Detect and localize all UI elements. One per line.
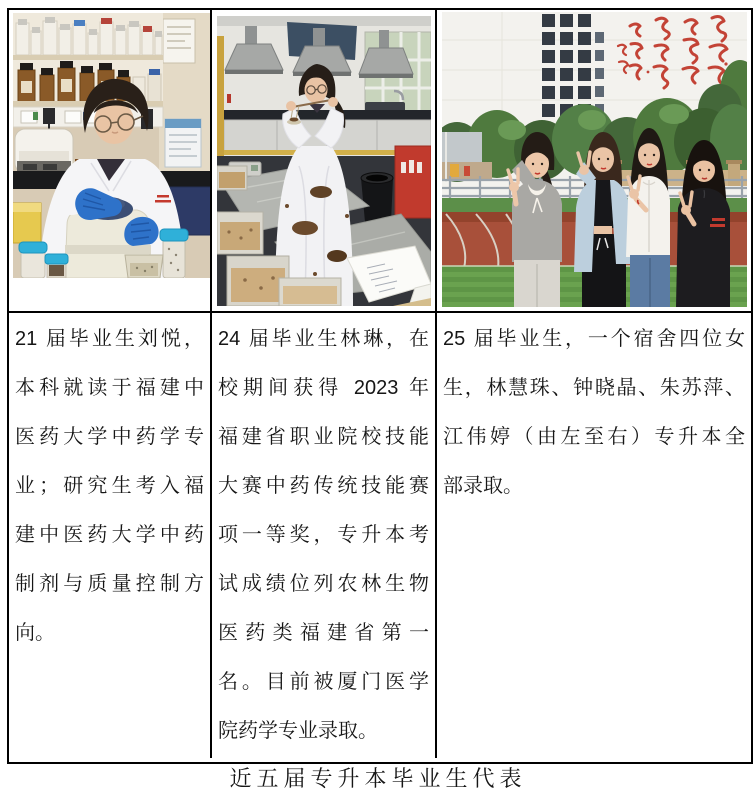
text-line: 本科就读于福建中	[15, 377, 204, 399]
text-cell-3	[437, 313, 751, 758]
table-caption: 近五届专升本毕业生代表	[229, 766, 527, 791]
text-line: 医药大学中药学专	[15, 426, 204, 448]
text-line: 项一等奖，专升本考	[218, 524, 429, 546]
text-line: 部录取。	[443, 475, 523, 497]
text-cell-2	[212, 313, 437, 758]
centrifuge-machine	[15, 129, 73, 174]
text-line: 江伟婷（由左至右）专升本全	[443, 426, 745, 448]
text-line: 校期间获得 2023 年	[218, 377, 429, 399]
text-line: 试成绩位列农林生物	[218, 573, 429, 595]
trash-bin	[361, 173, 393, 223]
photo-group-outdoor	[442, 12, 747, 307]
text-line: 21 届毕业生刘悦，	[15, 328, 204, 350]
text-line: 名。目前被厦门医学	[218, 671, 429, 693]
photo-cell-1	[9, 10, 212, 313]
text-cell-1	[9, 313, 212, 758]
photo-cell-2	[212, 10, 437, 313]
graduates-table	[7, 8, 753, 764]
photo-cell-3	[437, 10, 751, 313]
text-line: 建中医药大学中药	[15, 524, 204, 546]
text-line: 24 届毕业生林琳，在	[218, 328, 429, 350]
text-line: 制剂与质量控制方	[15, 573, 204, 595]
photo-lab-herb-weighing	[217, 16, 431, 306]
text-line: 向。	[15, 622, 55, 644]
text-line: 25 届毕业生，一个宿舍四位女	[443, 328, 745, 350]
text-line: 医药类福建省第一	[218, 622, 429, 644]
text-line: 福建省职业院校技能	[218, 426, 429, 448]
text-line: 大赛中药传统技能赛	[218, 475, 429, 497]
text-line: 生，林慧珠、钟晓晶、朱苏萍、	[443, 377, 745, 399]
red-cabinet	[395, 146, 431, 218]
text-line: 院药学专业录取。	[218, 720, 378, 742]
text-line: 业；研究生考入福	[15, 475, 204, 497]
photo-lab-research	[13, 13, 211, 278]
